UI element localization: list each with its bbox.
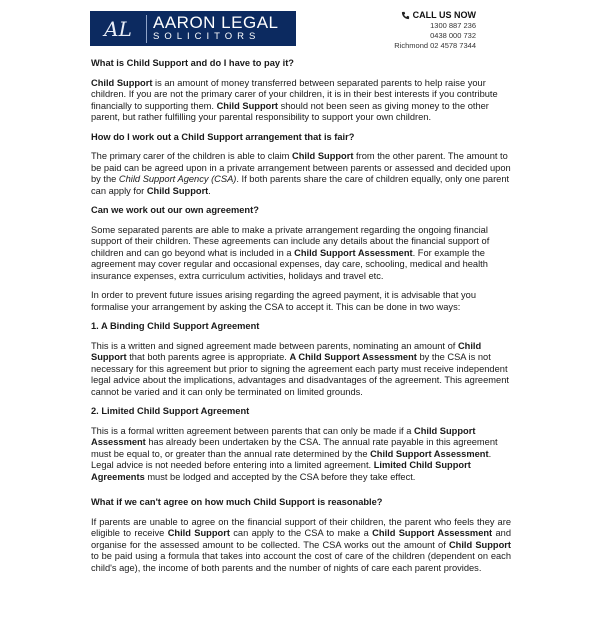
paragraph: Some separated parents are able to make a private arrangement regarding the ongoing financial support of their children. These agreements can include any details about the financial support of children and can go beyond what is included in a Child Support Assessment. For example the agreement may cover regular and occasional expenses, day care, schooling, medical and health insurance expenses, extra curriculum activities, holidays and travel etc. — [91, 224, 490, 281]
paragraph: The primary carer of the children is able to claim Child Support from the other parent. The amount to be paid can be agreed upon in a private arrangement between parents or assessed and decided upon by the Child Support Agency (CSA). If both parents share the care of children equally, only one parent can apply for Child Support. — [91, 151, 511, 196]
section-heading: 1. A Binding Child Support Agreement — [91, 321, 260, 331]
logo-name: AARON LEGAL — [153, 13, 279, 32]
phone-number-2: 0438 000 732 — [430, 31, 476, 40]
paragraph: In order to prevent future issues arising regarding the agreed payment, it is advisable that you formalise your arrangement by asking the CSA to accept it. This can be done in two ways: — [91, 290, 477, 312]
paragraph: If parents are unable to agree on the financial support of their children, the parent who feels they are eligible to receive Child Support can apply to the CSA to make a Child Support Assessment and organise for the assessed amount to be collected. The CSA works out the amount of Child Support to be paid using a formula that takes into account the cost of care of the children (dependent on each child's age), the income of both parents and the number of nights of care each parent provides. — [91, 516, 512, 573]
logo-subtitle: SOLICITORS — [153, 31, 261, 42]
location-phone: Richmond 02 4578 7344 — [394, 41, 476, 50]
paragraph: Child Support is an amount of money transferred between separated parents to help raise your children. If you are not the primary carer of your children, it is in their best interests if you contribute financially to supporting them. Child Support should not been seen as giving money to the other parent, but rather fulfilling your parental responsibility to support your own children. — [91, 77, 498, 122]
call-us-label: CALL US NOW — [412, 10, 476, 20]
contact-block — [394, 10, 476, 51]
paragraph: This is a written and signed agreement made between parents, nominating an amount of Child Support that both parents agree is appropriate. A Child Support Assessment by the CSA is not necessary for this agreement but prior to signing the agreement each party must receive independent legal advice about the implications, advantages and disadvantages of the agreement. This agreement cannot be varied and it can only be terminated on limited grounds. — [91, 340, 509, 397]
section-heading: What if we can't agree on how much Child Support is reasonable? — [91, 497, 383, 507]
phone-number-1: 1300 887 236 — [430, 21, 476, 30]
phone-icon — [401, 11, 410, 20]
section-heading: Can we work out our own agreement? — [91, 205, 259, 215]
logo-monogram: AL — [104, 16, 132, 41]
paragraph: This is a formal written agreement between parents that can only be made if a Child Support Assessment has already been undertaken by the CSA. The annual rate payable in this agreement must be equal to, or greater than the annual rate determined by the Child Support Assessment. Legal advice is not needed before entering into a limited agreement. Limited Child Support Agreements must be lodged and accepted by the CSA before they take effect. — [91, 425, 498, 482]
section-heading: How do I work out a Child Support arrangement that is fair? — [91, 131, 355, 142]
section-heading: What is Child Support and do I have to pay it? — [91, 58, 294, 68]
logo — [90, 11, 296, 46]
document-body — [91, 58, 511, 582]
section-heading: 2. Limited Child Support Agreement — [91, 406, 250, 416]
